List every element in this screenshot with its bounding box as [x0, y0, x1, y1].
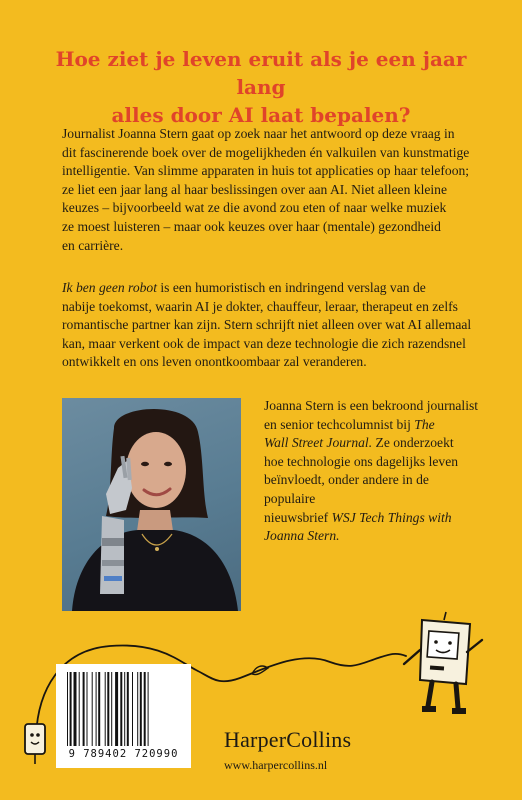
publisher-website: www.harpercollins.nl: [224, 758, 328, 772]
barcode-bar: [115, 672, 118, 746]
headline: [40, 45, 482, 129]
barcode-bars: [67, 672, 180, 746]
publisher-name: HarperCollins: [224, 727, 352, 752]
barcode-bar: [92, 672, 93, 746]
barcode-bar: [120, 672, 122, 746]
barcode: [56, 664, 191, 768]
p2-line: ontwikkelt en ons leven onontkoombaar zal veranderen.: [62, 354, 367, 370]
robot-illustration: [404, 612, 482, 714]
barcode-bar: [140, 672, 142, 746]
barcode-bar: [137, 672, 138, 746]
headline-line-2: alles door AI laat bepalen?: [111, 103, 411, 127]
barcode-bar: [83, 672, 85, 746]
bio-line: nieuwsbrief: [264, 509, 329, 525]
description-paragraph-2: [62, 279, 474, 372]
p2-line: romantische partner kan zijn. Stern schrijft niet alleen over wat AI allemaal: [62, 317, 472, 333]
barcode-bar: [87, 672, 88, 746]
barcode-bar: [144, 672, 146, 746]
journal-name: The: [414, 416, 435, 432]
bio-line: hoe technologie ons dagelijks leven: [264, 453, 459, 469]
author-bio: [264, 397, 479, 546]
barcode-bar: [74, 672, 77, 746]
barcode-bar: [70, 672, 72, 746]
newsletter-name: WSJ Tech Things with: [331, 509, 452, 525]
barcode-bar: [148, 672, 149, 746]
p1-line: intelligentie. Van slimme apparaten in huis tot applicaties op haar telefoon;: [62, 163, 470, 179]
bio-line: Joanna Stern is een bekroond journalist: [264, 398, 479, 413]
p1-line: keuzes – bijvoorbeeld wat ze die avond zou eten of naar welke muziek: [62, 200, 447, 216]
author-photo: [62, 398, 241, 611]
power-outlet-icon: [23, 722, 47, 766]
newsletter-name: Joanna Stern.: [264, 528, 340, 544]
p1-line: ze moest luisteren – maar ook keuzes over haar (mentale) gezondheid: [62, 218, 441, 234]
bio-line: Ze onderzoekt: [372, 435, 454, 451]
book-title: Ik ben geen robot: [62, 280, 157, 295]
p2-line: nabije toekomst, waarin AI je dokter, chauffeur, leraar, therapeut en zelfs: [62, 298, 458, 314]
barcode-bar: [79, 672, 80, 746]
isbn-number: 9 789402 720990: [68, 748, 179, 760]
barcode-bar: [67, 672, 68, 746]
barcode-bar: [107, 672, 109, 746]
p1-line: ze liet een jaar lang al haar beslissingen over aan AI. Niet alleen kleine: [62, 181, 447, 197]
bio-line: en senior techcolumnist bij: [264, 416, 411, 432]
barcode-bar: [132, 672, 133, 746]
barcode-bar: [127, 672, 129, 746]
barcode-bar: [111, 672, 112, 746]
p1-line: dit fascinerende boek over de mogelijkheden én valkuilen van kunstmatige: [62, 144, 470, 160]
headline-line-1: Hoe ziet je leven eruit als je een jaar lang: [55, 47, 467, 99]
p1-line: en carrière.: [62, 237, 124, 253]
p2-line: kan, maar verkent ook de impact van deze technologie die zich razendsnel: [62, 335, 466, 351]
p1-line: Journalist Joanna Stern gaat op zoek naar het antwoord op deze vraag in: [62, 126, 455, 141]
journal-name: Wall Street Journal.: [264, 435, 373, 451]
barcode-bar: [124, 672, 125, 746]
barcode-bar: [98, 672, 100, 746]
author-portrait-illustration: [62, 398, 241, 611]
p2-line: is een humoristisch en indringend verslag van de: [157, 280, 426, 295]
barcode-bar: [96, 672, 97, 746]
barcode-bar: [105, 672, 106, 746]
bio-line: beïnvloedt, onder andere in de populaire: [264, 472, 429, 506]
description-paragraph-1: [62, 125, 474, 255]
